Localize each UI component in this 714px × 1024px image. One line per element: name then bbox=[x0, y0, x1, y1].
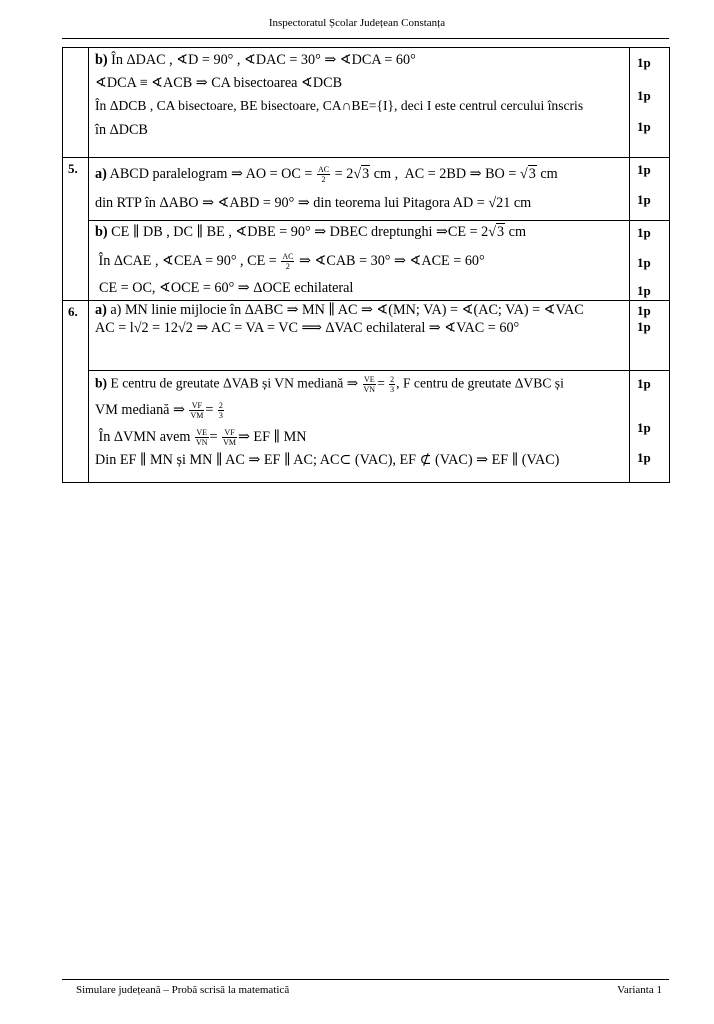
solution-line: AC = l√2 = 12√2 ⇒ AC = VA = VC ⟹ ΔVAC echilateral ⇒ ∢VAC = 60° bbox=[95, 320, 520, 336]
table-row bbox=[63, 221, 670, 301]
solution-line: b) CE ∥ DB , DC ∥ BE , ∢DBE = 90° ⇒ DBEC dreptunghi ⇒CE = 2√3 cm bbox=[95, 224, 527, 240]
points-cell bbox=[630, 221, 670, 301]
solution-line: În ΔDCB , CA bisectoare, BE bisectoare, CA∩BE={I}, deci I este centrul cercului înscris bbox=[95, 98, 584, 113]
table-row bbox=[63, 48, 670, 158]
points-value: 1p bbox=[637, 319, 651, 334]
points-value: 1p bbox=[637, 420, 651, 435]
solution-line: Din EF ∥ MN și MN ∥ AC ⇒ EF ∥ AC; AC⊂ (VAC), EF ⊄ (VAC) ⇒ EF ∥ (VAC) bbox=[95, 452, 560, 468]
solution-line: a) a) MN linie mijlocie în ΔABC ⇒ MN ∥ AC ⇒ ∢(MN; VA) = ∢(AC; VA) = ∢VAC bbox=[95, 302, 584, 318]
fraction: $\frac{AC}{2}$ bbox=[317, 165, 330, 184]
line-text: a) MN linie mijlocie în ΔABC ⇒ MN ∥ AC ⇒ ∢(MN; VA) = ∢(AC; VA) = ∢VAC bbox=[110, 302, 584, 318]
table-row bbox=[63, 371, 670, 483]
problem-number-cell bbox=[63, 48, 89, 158]
solution-line: VM mediană ⇒ $\frac{VF}{VM}$ = $\frac{2}{3}$ bbox=[95, 401, 223, 420]
grading-table bbox=[62, 47, 670, 483]
fraction: $\frac{VF}{VM}$ bbox=[190, 401, 204, 420]
fraction: $\frac{2}{3}$ bbox=[218, 401, 223, 420]
header-divider bbox=[62, 38, 669, 39]
problem-number-cell: 6. bbox=[63, 301, 89, 483]
solution-cell bbox=[89, 221, 630, 301]
solution-line: ∢DCA ≡ ∢ACB ⇒ CA bisectoarea ∢DCB bbox=[95, 75, 343, 91]
part-label: b) bbox=[95, 52, 108, 68]
fraction: $\frac{VE}{VN}$ bbox=[363, 375, 376, 394]
points-value: 1p bbox=[637, 119, 651, 134]
solution-line: din RTP în ΔABO ⇒ ∢ABD = 90° ⇒ din teorema lui Pitagora AD = √21 cm bbox=[95, 195, 532, 211]
solution-cell bbox=[89, 158, 630, 221]
points-value: 1p bbox=[637, 303, 651, 318]
problem-number-cell: 5. bbox=[63, 158, 89, 301]
footer-variant: Varianta 1 bbox=[617, 984, 662, 996]
points-value: 1p bbox=[637, 450, 651, 465]
fraction: $\frac{2}{3}$ bbox=[390, 375, 395, 394]
points-cell bbox=[630, 48, 670, 158]
table-row bbox=[63, 158, 670, 221]
points-value: 1p bbox=[637, 88, 651, 103]
points-value: 1p bbox=[637, 192, 651, 207]
solution-line: în ΔDCB bbox=[95, 122, 148, 138]
points-cell bbox=[630, 301, 670, 371]
solution-line: În ΔCAE , ∢CEA = 90° , CE = $\frac{AC}{2}$ ⇒ ∢CAB = 30° ⇒ ∢ACE = 60° bbox=[95, 252, 485, 271]
fraction: $\frac{VF}{VM}$ bbox=[223, 428, 236, 447]
footer-divider bbox=[62, 979, 669, 980]
fraction: $\frac{VE}{VN}$ bbox=[195, 428, 208, 447]
points-value: 1p bbox=[637, 225, 651, 240]
solution-line: În ΔVMN avem $\frac{VE}{VN}$ = $\frac{VF}{VM}$ ⇒ EF ∥ MN bbox=[95, 428, 307, 447]
solution-line: a) ABCD paralelogram ⇒ AO = OC = $\frac{AC}{2}$ = 2√3 cm , AC = 2BD ⇒ BO = √3 cm bbox=[95, 165, 558, 184]
points-value: 1p bbox=[637, 283, 651, 298]
footer-exam-title: Simulare județeană – Probă scrisă la matematică bbox=[76, 984, 290, 996]
points-value: 1p bbox=[637, 376, 651, 391]
points-cell bbox=[630, 371, 670, 483]
page-header: Inspectoratul Școlar Județean Constanța bbox=[268, 17, 446, 29]
solution-line: CE = OC, ∢OCE = 60° ⇒ ΔOCE echilateral bbox=[99, 280, 354, 296]
solution-line: b) În ΔDAC , ∢D = 90° , ∢DAC = 30° ⇒ ∢DCA = 60° bbox=[95, 52, 416, 68]
solution-line: b) E centru de greutate ΔVAB și VN mediană ⇒ $\frac{VE}{VN}$ = $\frac{2}{3}$ , F centru de greutate ΔVBC și bbox=[95, 375, 564, 394]
points-value: 1p bbox=[637, 55, 651, 70]
points-cell bbox=[630, 158, 670, 221]
solution-cell bbox=[89, 301, 630, 371]
points-value: 1p bbox=[637, 162, 651, 177]
solution-cell bbox=[89, 371, 630, 483]
fraction: $\frac{AC}{2}$ bbox=[282, 252, 294, 271]
solution-cell bbox=[89, 48, 630, 158]
points-value: 1p bbox=[637, 255, 651, 270]
table-row bbox=[63, 301, 670, 371]
